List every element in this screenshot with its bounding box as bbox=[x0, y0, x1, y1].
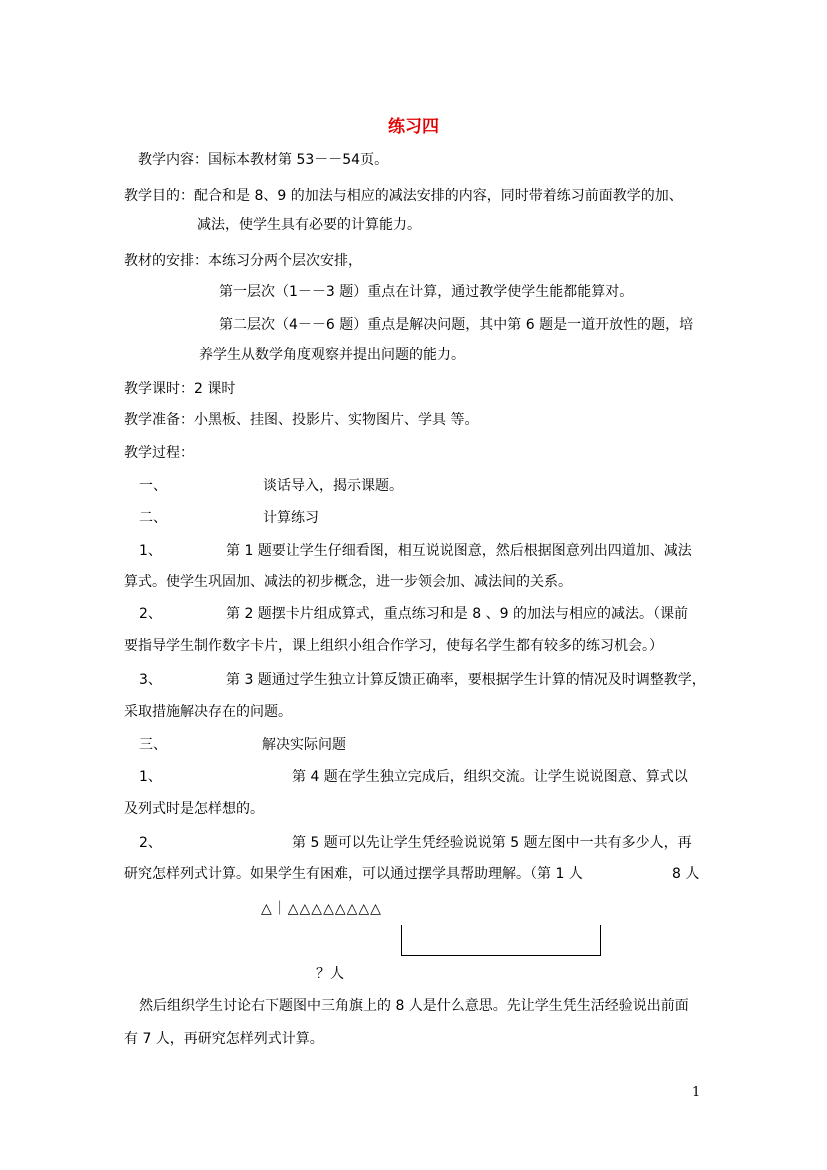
section-2-number: 二、 bbox=[139, 510, 167, 526]
triangle-row: △｜△△△△△△△△ bbox=[261, 901, 382, 917]
preparation: 教学准备：小黑板、挂图、投影片、实物图片、学具 等。 bbox=[124, 412, 479, 428]
section-1-number: 一、 bbox=[139, 478, 167, 494]
problem-1-text: 第 4 题在学生独立完成后，组织交流。让学生说说图意、算式以 bbox=[292, 769, 688, 785]
process-heading: 教学过程： bbox=[124, 445, 194, 461]
item-1-text-cont: 算式。使学生巩固加、减法的初步概念，进一步领会加、减法间的关系。 bbox=[124, 574, 572, 590]
item-1-text: 第 1 题要让学生仔细看图，相互说说图意，然后根据图意列出四道加、减法 bbox=[226, 543, 692, 559]
section-3-number: 三、 bbox=[139, 737, 167, 753]
page-title: 练习四 bbox=[388, 117, 439, 137]
item-2-text-cont: 要指导学生制作数字卡片，课上组织小组合作学习，使每名学生都有较多的练习机会。） bbox=[124, 638, 663, 654]
lesson-hours: 教学课时：2 课时 bbox=[124, 381, 236, 397]
problem-1-text-cont: 及列式时是怎样想的。 bbox=[124, 801, 264, 817]
level-one: 第一层次（1－－3 题）重点在计算，通过教学使学生能都能算对。 bbox=[219, 284, 634, 300]
item-2-text: 第 2 题摆卡片组成算式，重点练习和是 8 、9 的加法与相应的减法。（课前 bbox=[226, 606, 688, 622]
problem-2-number: 2、 bbox=[139, 835, 162, 851]
section-3-text: 解决实际问题 bbox=[262, 737, 346, 753]
problem-2-text-cont: 研究怎样列式计算。如果学生有困难，可以通过摆学具帮助理解。（第 1 人 bbox=[124, 866, 583, 882]
item-3-text-cont: 采取措施解决存在的问题。 bbox=[124, 704, 292, 720]
teaching-goal-cont: 减法，使学生具有必要的计算能力。 bbox=[197, 217, 421, 233]
problem-1-number: 1、 bbox=[139, 769, 162, 785]
page-number: 1 bbox=[692, 1085, 701, 1100]
teaching-goal: 教学目的：配合和是 8、9 的加法与相应的减法安排的内容，同时带着练习前面教学的加、 bbox=[124, 188, 683, 204]
item-1-number: 1、 bbox=[139, 543, 162, 559]
question-people-label: ？人 bbox=[316, 966, 344, 982]
closing-text: 然后组织学生讨论右下题图中三角旗上的 8 人是什么意思。先让学生凭生活经验说出前面 bbox=[139, 998, 689, 1014]
item-2-number: 2、 bbox=[139, 606, 162, 622]
item-3-text: 第 3 题通过学生独立计算反馈正确率，要根据学生计算的情况及时调整教学， bbox=[226, 672, 706, 688]
section-1-text: 谈话导入，揭示课题。 bbox=[263, 478, 403, 494]
closing-text-cont: 有 7 人，再研究怎样列式计算。 bbox=[124, 1031, 324, 1047]
level-two-cont: 养学生从数学角度观察并提出问题的能力。 bbox=[199, 347, 465, 363]
teaching-content: 教学内容：国标本教材第 53－－54页。 bbox=[138, 152, 389, 168]
problem-2-text: 第 5 题可以先让学生凭经验说说第 5 题左图中一共有多少人，再 bbox=[292, 835, 692, 851]
material-arrangement: 教材的安排：本练习分两个层次安排， bbox=[124, 253, 362, 269]
eight-people-label: 8 人 bbox=[672, 866, 700, 882]
item-3-number: 3、 bbox=[139, 672, 162, 688]
section-2-text: 计算练习 bbox=[263, 510, 319, 526]
level-two: 第二层次（4－－6 题）重点是解决问题，其中第 6 题是一道开放性的题，培 bbox=[219, 317, 694, 333]
bracket-line bbox=[401, 925, 601, 956]
